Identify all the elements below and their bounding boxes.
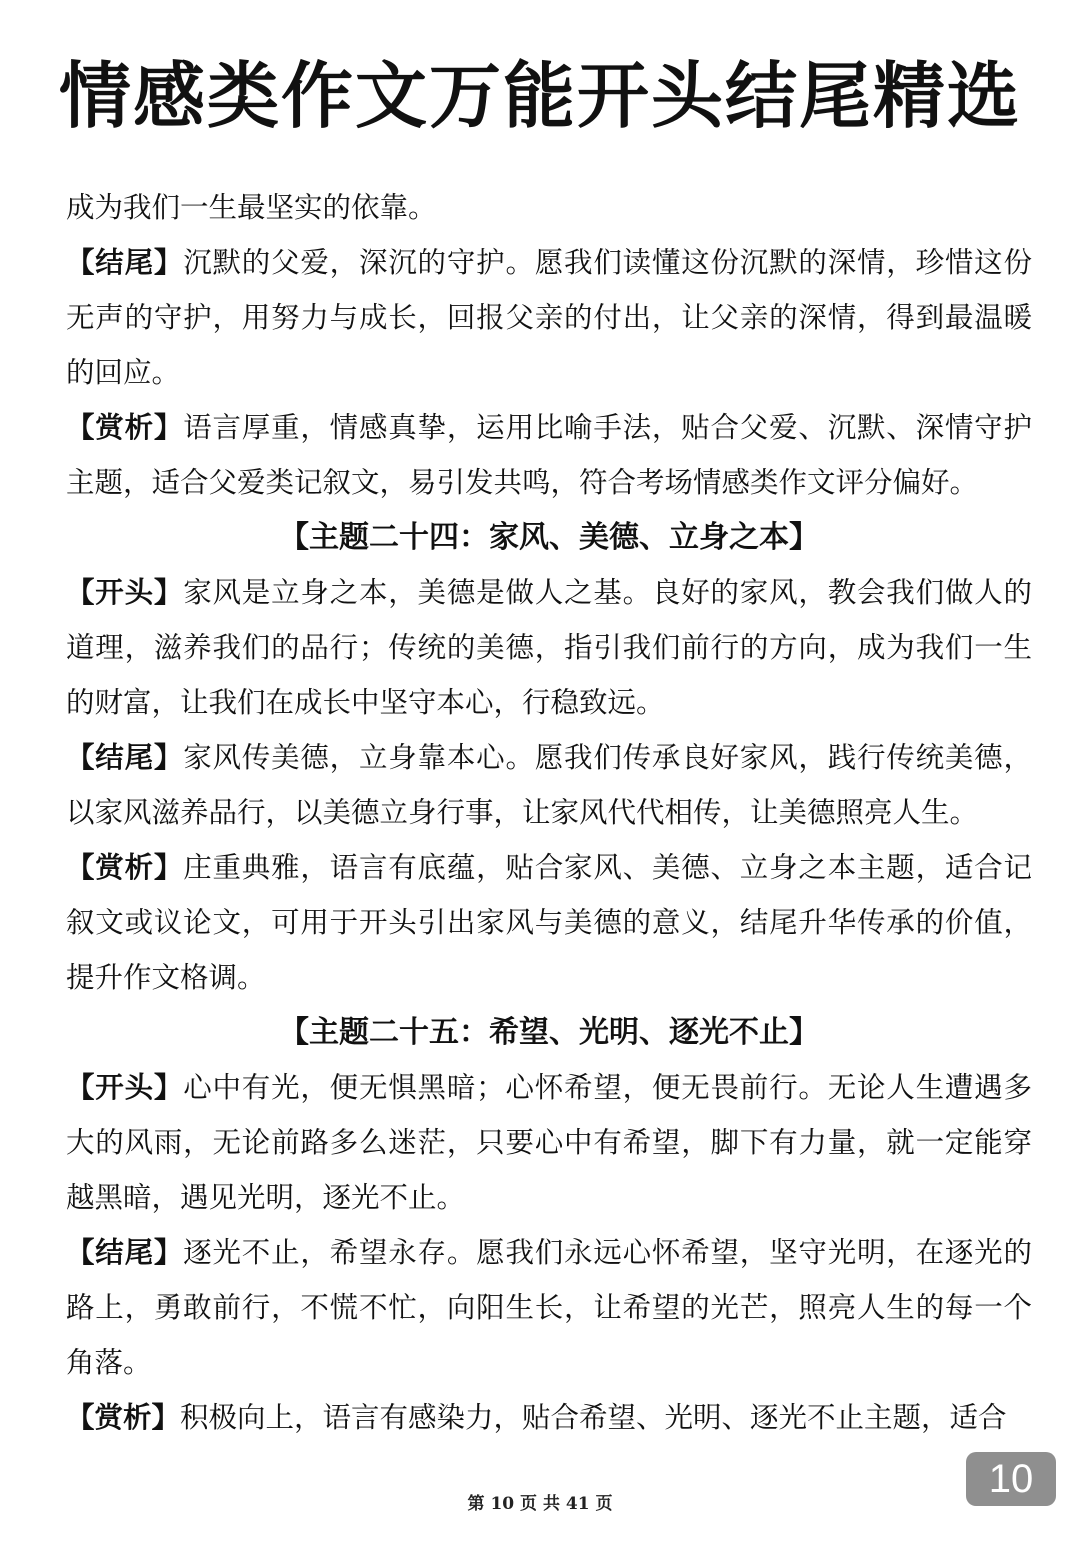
document-body [66,180,1032,1445]
page-footer: 第 10 页 共 41 页 [467,1494,613,1514]
paragraph-text: 语言厚重，情感真挚，运用比喻手法，贴合父爱、沉默、深情守护主题，适合父爱类记叙文，易引发共鸣，符合考场情感类作文评分偏好。 [66,411,1032,499]
section-heading-24: 【主题二十四：家风、美德、立身之本】 [279,520,819,555]
paragraph-ending [66,730,1032,840]
paragraph-analysis [66,400,1032,510]
paragraph-tag: 【结尾】 [66,1236,184,1269]
paragraph-opening [66,1060,1032,1225]
paragraph-text: 成为我们一生最坚实的依靠。 [66,191,437,224]
paragraph-analysis [66,840,1032,1005]
paragraph-tag: 【开头】 [66,576,184,609]
paragraph-text: 沉默的父爱，深沉的守护。愿我们读懂这份沉默的深情，珍惜这份无声的守护，用努力与成长，回报父亲的付出，让父亲的深情，得到最温暖的回应。 [66,246,1032,389]
paragraph-tag: 【赏析】 [66,1401,181,1434]
paragraph-ending [66,1225,1032,1390]
paragraph-text: 家风是立身之本，美德是做人之基。良好的家风，教会我们做人的道理，滋养我们的品行；传统的美德，指引我们前行的方向，成为我们一生的财富，让我们在成长中坚守本心，行稳致远。 [66,576,1032,719]
paragraph-continuation [66,180,1032,235]
paragraph-opening [66,565,1032,730]
page-number-badge: 10 [966,1452,1056,1506]
paragraph-tag: 【结尾】 [66,741,184,774]
paragraph-ending [66,235,1032,400]
paragraph-tag: 【开头】 [66,1071,184,1104]
paragraph-text: 心中有光，便无惧黑暗；心怀希望，便无畏前行。无论人生遭遇多大的风雨，无论前路多么迷茫，只要心中有希望，脚下有力量，就一定能穿越黑暗，遇见光明，逐光不止。 [66,1071,1032,1214]
paragraph-text: 逐光不止，希望永存。愿我们永远心怀希望，坚守光明，在逐光的路上，勇敢前行，不慌不忙，向阳生长，让希望的光芒，照亮人生的每一个角落。 [66,1236,1032,1379]
paragraph-text: 家风传美德，立身靠本心。愿我们传承良好家风，践行传统美德，以家风滋养品行，以美德立身行事，让家风代代相传，让美德照亮人生。 [66,741,1032,829]
paragraph-tag: 【赏析】 [66,411,184,444]
paragraph-tag: 【赏析】 [66,851,184,884]
paragraph-text: 庄重典雅，语言有底蕴，贴合家风、美德、立身之本主题，适合记叙文或议论文，可用于开头引出家风与美德的意义，结尾升华传承的价值，提升作文格调。 [66,851,1032,994]
paragraph-text: 积极向上，语言有感染力，贴合希望、光明、逐光不止主题，适合 [180,1401,1007,1434]
paragraph-tag: 【结尾】 [66,246,184,279]
section-heading-25: 【主题二十五：希望、光明、逐光不止】 [279,1015,819,1050]
page-title: 情感类作文万能开头结尾精选 [58,54,1021,138]
paragraph-analysis [66,1390,1032,1445]
